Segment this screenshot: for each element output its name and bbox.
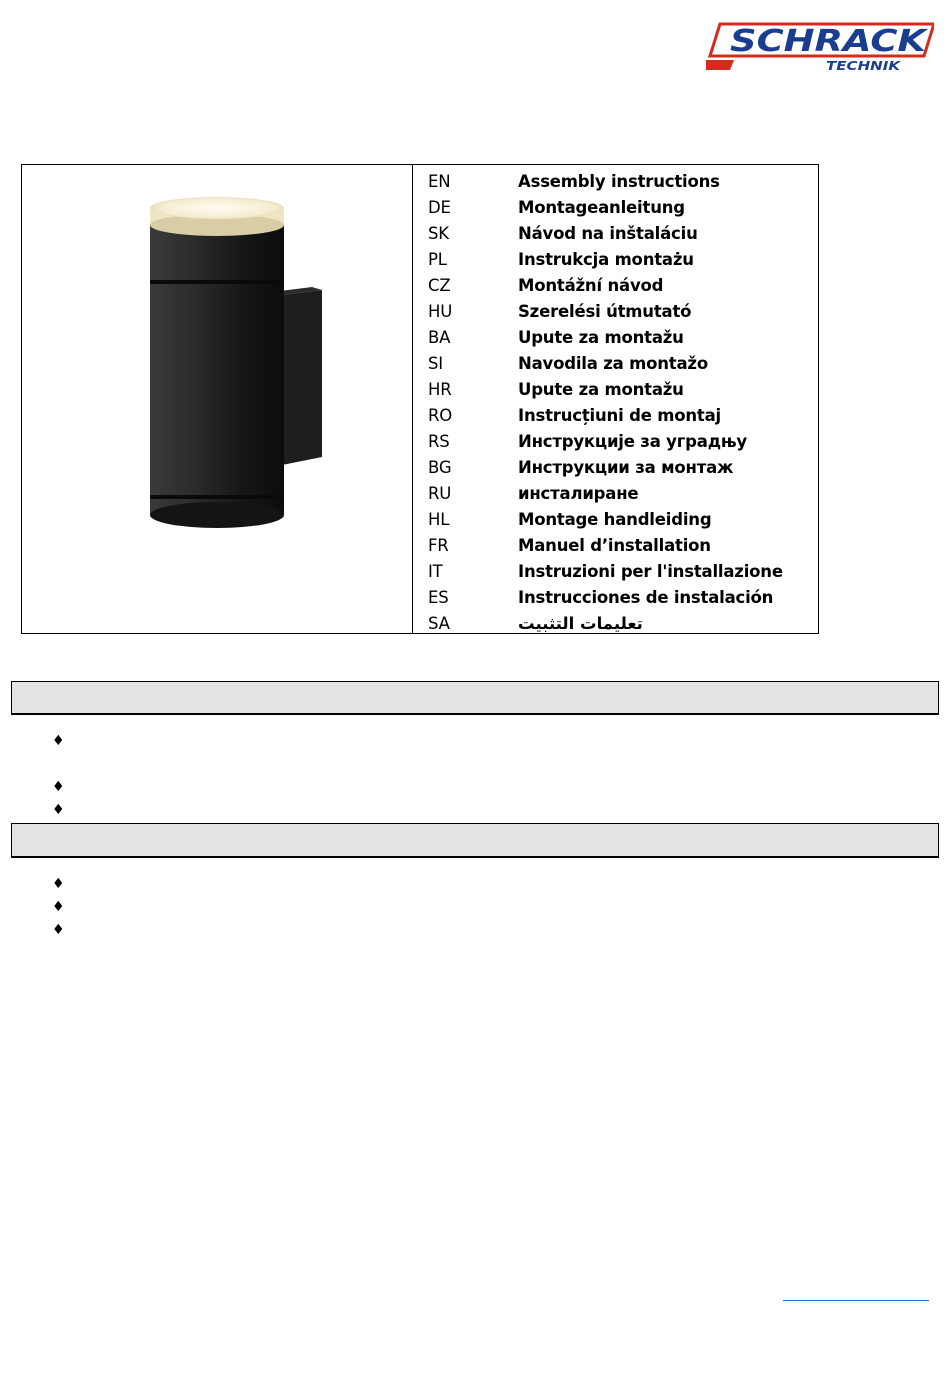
wall-lamp-icon	[132, 195, 342, 535]
language-code: SA	[428, 613, 450, 633]
language-row	[413, 272, 818, 298]
language-row	[413, 350, 818, 376]
language-title: Upute za montažu	[518, 327, 684, 347]
language-code: DE	[428, 197, 451, 217]
language-title: Assembly instructions	[518, 171, 720, 191]
language-row	[413, 376, 818, 402]
language-code: RS	[428, 431, 450, 451]
language-row	[413, 506, 818, 532]
language-title: Инструкции за монтаж	[518, 457, 734, 477]
language-code: FR	[428, 535, 449, 555]
bullet-icon: ♦	[52, 779, 65, 795]
language-title: Manuel d’installation	[518, 535, 711, 555]
language-title: Instrucciones de instalación	[518, 587, 774, 607]
language-title: Instrucțiuni de montaj	[518, 405, 721, 425]
section-bar	[11, 681, 939, 714]
product-image-cell	[22, 165, 413, 633]
language-row	[413, 402, 818, 428]
language-title: Upute za montažu	[518, 379, 684, 399]
footer-link-underline[interactable]	[783, 1300, 929, 1301]
language-title: Instrukcja montażu	[518, 249, 694, 269]
language-title: Инструкције за уградњу	[518, 431, 747, 451]
language-row	[413, 480, 818, 506]
schrack-logo	[706, 20, 934, 74]
language-list	[413, 165, 818, 633]
language-title: Instruzioni per l'installazione	[518, 561, 783, 581]
bullet-icon: ♦	[52, 922, 65, 938]
language-row	[413, 220, 818, 246]
language-row	[413, 246, 818, 272]
language-code: BA	[428, 327, 451, 347]
language-code: RU	[428, 483, 452, 503]
language-row	[413, 194, 818, 220]
language-row	[413, 428, 818, 454]
language-title: تعليمات التثبيت	[518, 613, 643, 633]
language-code: HR	[428, 379, 452, 399]
language-code: SK	[428, 223, 449, 243]
title-table	[21, 164, 819, 634]
language-row	[413, 532, 818, 558]
language-code: IT	[428, 561, 443, 581]
bullet-icon: ♦	[52, 899, 65, 915]
language-row	[413, 298, 818, 324]
language-title: Montage handleiding	[518, 509, 712, 529]
section-bar	[11, 823, 939, 857]
language-code: SI	[428, 353, 443, 373]
language-row	[413, 610, 818, 636]
language-row	[413, 584, 818, 610]
language-title: Montážní návod	[518, 275, 664, 295]
bullet-icon: ♦	[52, 733, 65, 749]
language-title: инсталиране	[518, 483, 639, 503]
language-title: Montageanleitung	[518, 197, 685, 217]
language-code: HL	[428, 509, 450, 529]
brand-name: SCHRACK	[730, 24, 930, 59]
language-code: PL	[428, 249, 447, 269]
language-code: ES	[428, 587, 449, 607]
language-title: Szerelési útmutató	[518, 301, 692, 321]
language-row	[413, 558, 818, 584]
language-row	[413, 168, 818, 194]
language-code: EN	[428, 171, 451, 191]
language-code: BG	[428, 457, 452, 477]
language-code: HU	[428, 301, 453, 321]
bullet-icon: ♦	[52, 802, 65, 818]
language-title: Návod na inštaláciu	[518, 223, 698, 243]
language-row	[413, 454, 818, 480]
brand-sub: TECHNIK	[826, 59, 903, 73]
language-code: RO	[428, 405, 453, 425]
language-title: Navodila za montažo	[518, 353, 708, 373]
language-code: CZ	[428, 275, 451, 295]
language-row	[413, 324, 818, 350]
bullet-icon: ♦	[52, 876, 65, 892]
